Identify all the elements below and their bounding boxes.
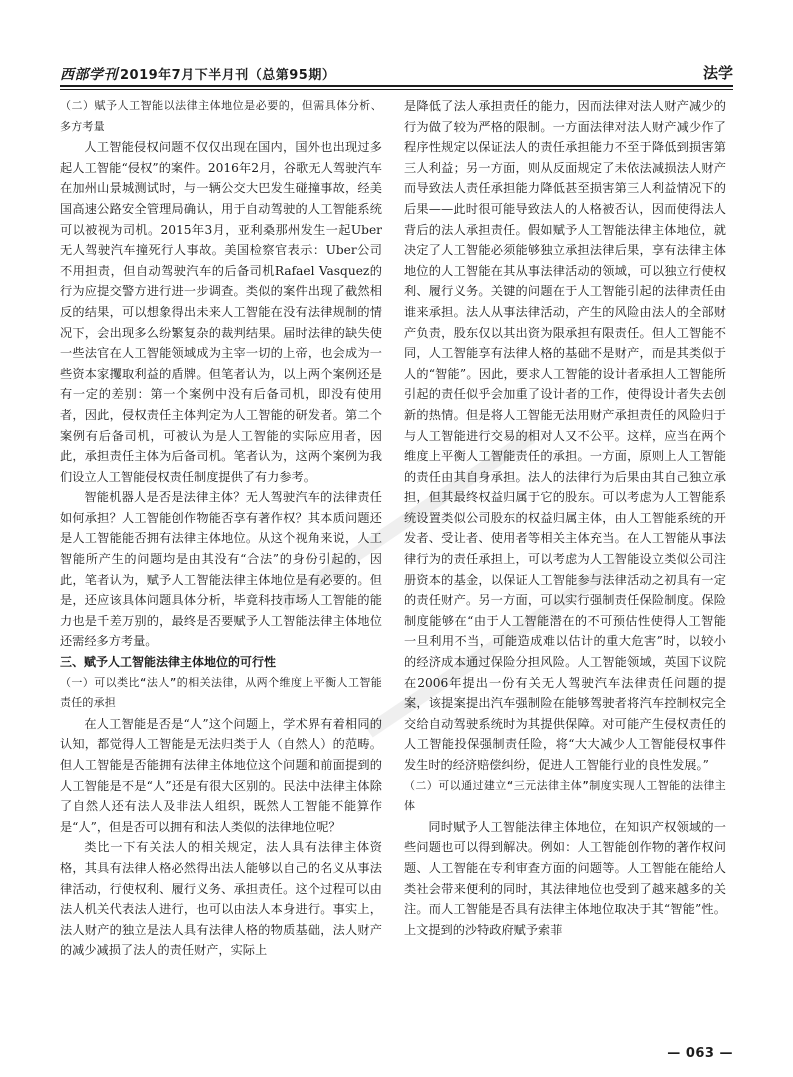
subsection-heading: （二）赋予人工智能以法律主体地位是必要的，但需具体分析、多方考量	[60, 99, 382, 133]
paragraph: 人工智能侵权问题不仅仅出现在国内，国外也出现过多起人工智能“侵权”的案件。2016年2月，谷歌无人驾驶汽车在加州山景城测试时，与一辆公交大巴发生碰撞事故，经美国高速公路安全管理局确认，用于自动驾驶的人工智能系统可以被视为司机。2015年3月，亚利桑那州发生一起Uber无人驾驶汽车撞死行人事故。美国检察官表示：Uber公司不用担责，但自动驾驶汽车的后备司机Rafael Vasquez的行为应提交警方进行进一步调查。类似的案件出现了截然相反的结果，可以想象得出未来人工智能在没有法律规制的情况下，会出现多么纷繁复杂的裁判结果。届时法律的缺失使一些法官在人工智能领域成为主宰一切的上帝，也会成为一些资本家攫取利益的盾牌。但笔者认为，以上两个案例还是有一定的差别：第一个案例中没有后备司机，即没有使用者，因此，侵权责任主体判定为人工智能的研发者。第二个案例有后备司机，可被认为是人工智能的实际应用者，因此，承担责任主体为后备司机。笔者认为，这两个案例为我们设立人工智能侵权责任制度提供了有力参考。	[60, 140, 382, 484]
subsection-heading: （二）可以通过建立“三元法律主体”制度实现人工智能的法律主体	[404, 778, 726, 813]
paragraph: 在人工智能是否是“人”这个问题上，学术界有着相同的认知，都觉得人工智能是无法归类于人（自然人）的范畴。但人工智能是否能拥有法律主体地位这个问题和前面提到的人工智能是不是“人”还是有很大区别的。民法中法律主体除了自然人还有法人及非法人组织，既然人工智能不能算作是“人”，但是否可以拥有和法人类似的法律地位呢？	[60, 716, 382, 834]
paragraph: 是降低了法人承担责任的能力，因而法律对法人财产减少的行为做了较为严格的限制。一方面法律对法人财产减少作了程序性规定以保证法人的责任承担能力不至于降低到损害第三人利益；另一方面，则从反面规定了未依法减损法人财产而导致法人责任承担能力降低甚至损害第三人利益情况下的后果——此时很可能导致法人的人格被否认，因而使得法人背后的法人承担责任。假如赋予人工智能法律主体地位，就决定了人工智能必须能够独立承担法律后果，享有法律主体地位的人工智能在其从事法律活动的领域，可以独立行使权利、履行义务。关键的问题在于人工智能引起的法律责任由谁来承担。法人从事法律活动，产生的风险由法人的全部财产负责，股东仅以其出资为限承担有限责任。但人工智能不同，人工智能享有法律人格的基础不是财产，而是其类似于人的“智能”。因此，要求人工智能的设计者承担人工智能所引起的责任似乎会加重了设计者的工作，使得设计者失去创新的热情。但是将人工智能无法用财产承担责任的风险归于与人工智能进行交易的相对人又不公平。这样，应当在两个维度上平衡人工智能责任的承担。一方面，原则上人工智能的责任由其自身承担。法人的法律行为后果由其自己独立承担，但其最终权益归属于它的股东。可以考虑为人工智能系统设置类似公司股东的权益归属主体，由人工智能系统的开发者、受让者、使用者等相关主体充当。在人工智能从事法律行为的责任承担上，可以考虑为人工智能设立类似公司注册资本的基金，以保证人工智能参与法律活动之初具有一定的责任财产。另一方面，可以实行强制责任保险制度。保险制度能够在“由于人工智能潜在的不可预估性使得人工智能一旦利用不当，可能造成难以估计的重大危害”时，以较小的经济成本通过保险分担风险。人工智能领域，英国下议院在2006年提出一份有关无人驾驶汽车法律责任问题的提案，该提案提出汽车强制险在能够驾驶者将汽车控制权完全交给自动驾驶系统时为其提供保障。对可能产生侵权责任的人工智能投保强制责任险，将“大大减少人工智能侵权事件发生时的经济赔偿纠纷，促进人工智能行业的良性发展。”	[404, 99, 726, 772]
page-number: — 063 —	[667, 1046, 733, 1061]
issue-info: 2019年7月下半月刊（总第95期）	[120, 68, 336, 83]
paragraph: 类比一下有关法人的相关规定，法人具有法律主体资格，其具有法律人格必然得出法人能够以自己的名义从事法律活动，行使权利、履行义务、承担责任。这个过程可以由法人机关代表法人进行，也可以由法人本身进行。事实上，法人财产的独立是法人具有法律人格的物质基础，法人财产的减少减损了法人的责任财产，实际上	[60, 840, 382, 958]
paragraph: 同时赋予人工智能法律主体地位，在知识产权领域的一些问题也可以得到解决。例如：人工智能创作物的著作权问题、人工智能在专利审查方面的问题等。人工智能在能给人类社会带来便利的同时，其法律地位也受到了越来越多的关注。而人工智能是否具有法律主体地位取决于其“智能”性。上文提到的沙特政府赋予索菲	[404, 819, 726, 937]
journal-masthead	[60, 64, 335, 84]
section-heading: 三、赋予人工智能法律主体地位的可行性	[60, 655, 277, 670]
header-rule-thin	[60, 89, 733, 90]
subsection-heading: （一）可以类比“法人”的相关法律，从两个维度上平衡人工智能责任的承担	[60, 675, 382, 710]
journal-name: 西部学刊	[60, 67, 118, 83]
right-column	[404, 96, 726, 940]
section-label: 法学	[702, 64, 733, 82]
header-rule-thick	[60, 85, 733, 87]
paragraph: 智能机器人是否是法律主体？无人驾驶汽车的法律责任如何承担？人工智能创作物能否享有著作权？其本质问题还是人工智能能否拥有法律主体地位。从这个视角来说，人工智能所产生的问题均是由其没有“合法”的身份引起的，因此，笔者认为，赋予人工智能法律主体地位是有必要的。但是，还应该具体问题具体分析，毕竟科技市场人工智能的能力也是千差万别的，最终是否要赋予人工智能法律主体地位还需经多方考量。	[60, 490, 382, 649]
left-column	[60, 96, 382, 961]
page-header	[60, 60, 733, 86]
